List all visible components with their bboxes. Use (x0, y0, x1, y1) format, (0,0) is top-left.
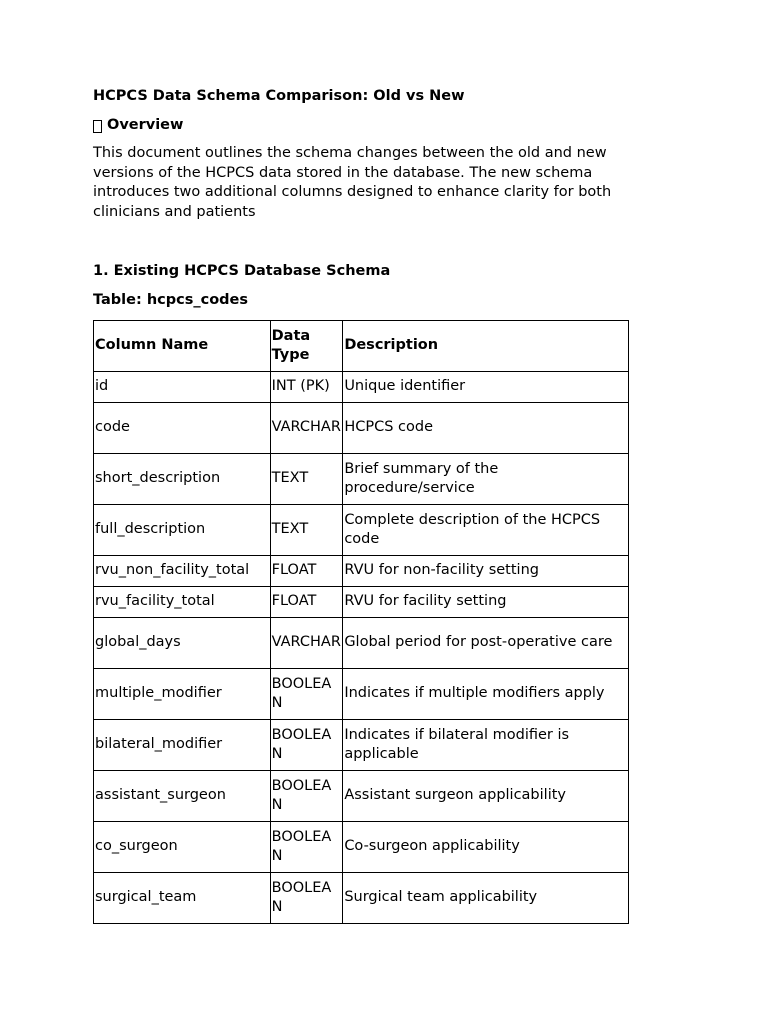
cell-description: Indicates if multiple modifiers apply (343, 669, 629, 720)
table-row (94, 618, 629, 669)
cell-description: Assistant surgeon applicability (343, 771, 629, 822)
cell-column-name: assistant_surgeon (94, 771, 271, 822)
cell-data-type: FLOAT (270, 587, 343, 618)
cell-column-name: surgical_team (94, 873, 271, 924)
cell-description: Unique identifier (343, 372, 629, 403)
table-row (94, 403, 629, 454)
cell-description: HCPCS code (343, 403, 629, 454)
header-data-type: Data Type (270, 321, 343, 372)
cell-column-name: code (94, 403, 271, 454)
table-row (94, 822, 629, 873)
table-row (94, 669, 629, 720)
schema-table (93, 320, 629, 924)
cell-description: Complete description of the HCPCS code (343, 505, 629, 556)
table-row (94, 505, 629, 556)
cell-data-type: FLOAT (270, 556, 343, 587)
table-row (94, 556, 629, 587)
cell-column-name: multiple_modifier (94, 669, 271, 720)
cell-data-type: VARCHAR (270, 403, 343, 454)
overview-paragraph: This document outlines the schema changes between the old and new versions of the HCPCS data stored in the database. The new schema introduces two additional columns designed to enhance clarity for both clinicians and patients (93, 145, 612, 220)
cell-data-type: BOOLEAN (270, 822, 343, 873)
section-heading: 1. Existing HCPCS Database Schema (93, 263, 391, 279)
cell-column-name: id (94, 372, 271, 403)
cell-data-type: BOOLEAN (270, 669, 343, 720)
document-title: HCPCS Data Schema Comparison: Old vs New (93, 88, 465, 104)
cell-column-name: rvu_facility_total (94, 587, 271, 618)
overview-heading-text: Overview (107, 117, 184, 133)
missing-glyph-icon (93, 120, 102, 133)
cell-description: Surgical team applicability (343, 873, 629, 924)
overview-heading (93, 115, 653, 135)
table-header-row (94, 321, 629, 372)
cell-column-name: full_description (94, 505, 271, 556)
table-label: Table: hcpcs_codes (93, 292, 249, 308)
table-row (94, 873, 629, 924)
cell-description: Global period for post-operative care (343, 618, 629, 669)
cell-description: Indicates if bilateral modifier is applicable (343, 720, 629, 771)
cell-description: Co-surgeon applicability (343, 822, 629, 873)
cell-data-type: BOOLEAN (270, 771, 343, 822)
cell-data-type: TEXT (270, 454, 343, 505)
cell-data-type: BOOLEAN (270, 873, 343, 924)
table-row (94, 587, 629, 618)
cell-column-name: co_surgeon (94, 822, 271, 873)
cell-data-type: INT (PK) (270, 372, 343, 403)
cell-data-type: VARCHAR (270, 618, 343, 669)
table-row (94, 771, 629, 822)
cell-column-name: bilateral_modifier (94, 720, 271, 771)
table-row (94, 454, 629, 505)
cell-column-name: rvu_non_facility_total (94, 556, 271, 587)
table-row (94, 372, 629, 403)
cell-column-name: short_description (94, 454, 271, 505)
cell-description: RVU for non-facility setting (343, 556, 629, 587)
table-row (94, 720, 629, 771)
cell-column-name: global_days (94, 618, 271, 669)
document-page (93, 86, 653, 924)
header-description: Description (343, 321, 629, 372)
cell-data-type: BOOLEAN (270, 720, 343, 771)
header-column-name: Column Name (94, 321, 271, 372)
cell-data-type: TEXT (270, 505, 343, 556)
cell-description: RVU for facility setting (343, 587, 629, 618)
cell-description: Brief summary of the procedure/service (343, 454, 629, 505)
